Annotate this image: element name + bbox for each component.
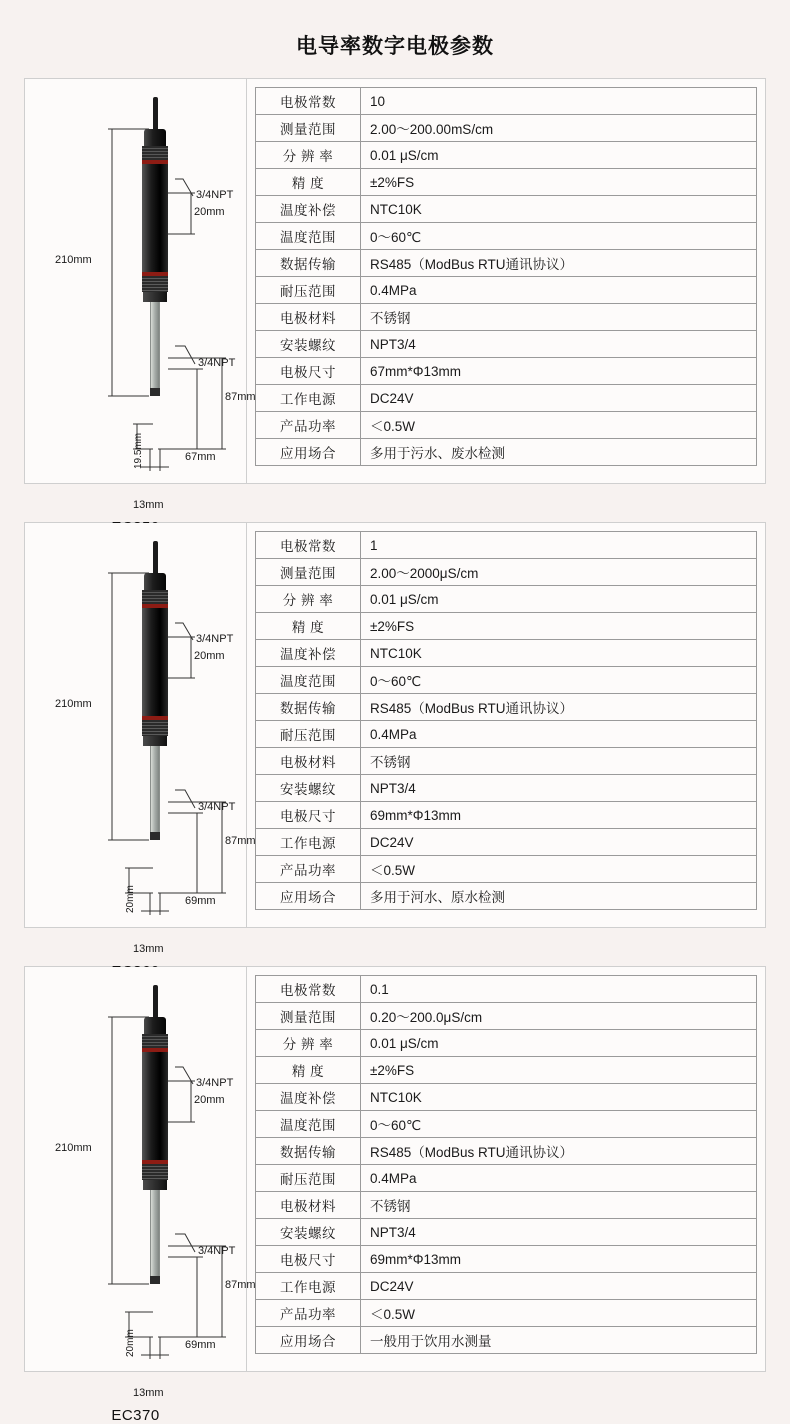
- table-row: [256, 640, 757, 667]
- top-thread: [142, 146, 168, 160]
- spec-value: ＜0.5W: [361, 856, 757, 883]
- top-thread: [142, 1034, 168, 1048]
- dim-cap-length: 20mm: [194, 650, 225, 662]
- spec-key: 电极尺寸: [256, 358, 361, 385]
- spec-value: 2.00～200.00mS/cm: [361, 115, 757, 142]
- dim-diameter: 13mm: [133, 1387, 164, 1399]
- spec-key: 产品功率: [256, 1300, 361, 1327]
- spec-value: NTC10K: [361, 640, 757, 667]
- mid-thread: [142, 276, 168, 292]
- table-row: [256, 277, 757, 304]
- spec-key: 工作电源: [256, 829, 361, 856]
- spec-value: ±2%FS: [361, 613, 757, 640]
- spec-table: [255, 975, 757, 1354]
- table-row: [256, 694, 757, 721]
- spec-key: 耐压范围: [256, 277, 361, 304]
- probe-figure: [25, 523, 256, 955]
- sensor-tip: [150, 832, 160, 840]
- spec-value: 0.01 μS/cm: [361, 142, 757, 169]
- table-row: [256, 88, 757, 115]
- spec-key: 温度补偿: [256, 1084, 361, 1111]
- spec-key: 电极材料: [256, 748, 361, 775]
- cap: [144, 1017, 166, 1035]
- spec-key: 温度范围: [256, 223, 361, 250]
- spec-key: 耐压范围: [256, 721, 361, 748]
- spec-value: 多用于河水、原水检测: [361, 883, 757, 910]
- table-row: [256, 196, 757, 223]
- spec-key: 数据传输: [256, 250, 361, 277]
- spec-value: 0.1: [361, 976, 757, 1003]
- sensor-shaft: [150, 1190, 160, 1278]
- table-row: [256, 412, 757, 439]
- spec-key: 电极常数: [256, 976, 361, 1003]
- table-row: [256, 1300, 757, 1327]
- top-thread: [142, 590, 168, 604]
- spec-value: 不锈钢: [361, 1192, 757, 1219]
- probe-figure: [25, 967, 256, 1424]
- dim-tip-length: 19.5mm: [133, 432, 144, 469]
- dim-top-thread: 3/4NPT: [196, 633, 234, 645]
- spec-value: 0.4MPa: [361, 1165, 757, 1192]
- dim-shaft-inner: 67mm: [185, 451, 216, 463]
- spec-value: 69mm*Φ13mm: [361, 802, 757, 829]
- spec-value: 67mm*Φ13mm: [361, 358, 757, 385]
- spec-key: 测量范围: [256, 559, 361, 586]
- spec-value: 0～60℃: [361, 667, 757, 694]
- shoulder: [143, 292, 167, 302]
- sensor-shaft: [150, 302, 160, 390]
- dim-mid-thread: 3/4NPT: [198, 1245, 236, 1257]
- table-row: [256, 1192, 757, 1219]
- sensor-shaft: [150, 746, 160, 834]
- spec-key: 应用场合: [256, 883, 361, 910]
- spec-value: 0.01 μS/cm: [361, 1030, 757, 1057]
- table-row: [256, 1003, 757, 1030]
- spec-key: 电极材料: [256, 304, 361, 331]
- spec-value: 不锈钢: [361, 748, 757, 775]
- product-block: [24, 78, 766, 511]
- spec-key: 精 度: [256, 169, 361, 196]
- table-row: [256, 385, 757, 412]
- table-row: [256, 613, 757, 640]
- probe-figure: [25, 79, 256, 511]
- spec-key: 数据传输: [256, 1138, 361, 1165]
- table-row: [256, 1057, 757, 1084]
- table-row: [256, 1327, 757, 1354]
- spec-value: 0～60℃: [361, 223, 757, 250]
- dimension-lines: [25, 79, 247, 483]
- table-row: [256, 1165, 757, 1192]
- spec-key: 电极尺寸: [256, 1246, 361, 1273]
- table-row: [256, 1030, 757, 1057]
- dim-tip-length: 20mm: [125, 885, 136, 913]
- spec-key: 温度补偿: [256, 196, 361, 223]
- table-row: [256, 532, 757, 559]
- table-row: [256, 142, 757, 169]
- spec-key: 安装螺纹: [256, 1219, 361, 1246]
- dim-top-thread: 3/4NPT: [196, 189, 234, 201]
- spec-table: [255, 87, 757, 466]
- spec-value: NPT3/4: [361, 775, 757, 802]
- spec-value: ＜0.5W: [361, 1300, 757, 1327]
- spec-key: 电极材料: [256, 1192, 361, 1219]
- table-row: [256, 304, 757, 331]
- table-row: [256, 1084, 757, 1111]
- table-row: [256, 775, 757, 802]
- table-row: [256, 883, 757, 910]
- spec-value: 多用于污水、废水检测: [361, 439, 757, 466]
- spec-value: 一般用于饮用水测量: [361, 1327, 757, 1354]
- shoulder: [143, 736, 167, 746]
- dim-shaft-inner: 69mm: [185, 1339, 216, 1351]
- spec-value: DC24V: [361, 1273, 757, 1300]
- table-row: [256, 223, 757, 250]
- page-title: 电导率数字电极参数: [296, 35, 494, 58]
- spec-key: 工作电源: [256, 1273, 361, 1300]
- table-row: [256, 169, 757, 196]
- spec-key: 数据传输: [256, 694, 361, 721]
- cable: [153, 97, 158, 131]
- dim-cap-length: 20mm: [194, 1094, 225, 1106]
- spec-key: 精 度: [256, 1057, 361, 1084]
- product-block: [24, 966, 766, 1424]
- spec-key: 安装螺纹: [256, 775, 361, 802]
- sensor-tip: [150, 388, 160, 396]
- spec-pane: [247, 523, 765, 927]
- spec-value: ＜0.5W: [361, 412, 757, 439]
- spec-value: ±2%FS: [361, 169, 757, 196]
- spec-value: 2.00～2000μS/cm: [361, 559, 757, 586]
- spec-key: 分 辨 率: [256, 142, 361, 169]
- spec-value: RS485（ModBus RTU通讯协议）: [361, 250, 757, 277]
- dim-shaft-total: 87mm: [225, 391, 256, 403]
- table-row: [256, 1111, 757, 1138]
- dim-shaft-total: 87mm: [225, 1279, 256, 1291]
- spec-key: 产品功率: [256, 412, 361, 439]
- table-row: [256, 1246, 757, 1273]
- dim-mid-thread: 3/4NPT: [198, 801, 236, 813]
- spec-key: 工作电源: [256, 385, 361, 412]
- dim-cap-length: 20mm: [194, 206, 225, 218]
- table-row: [256, 331, 757, 358]
- spec-value: RS485（ModBus RTU通讯协议）: [361, 1138, 757, 1165]
- table-row: [256, 829, 757, 856]
- table-row: [256, 748, 757, 775]
- spec-key: 产品功率: [256, 856, 361, 883]
- product-block: [24, 522, 766, 955]
- spec-value: ±2%FS: [361, 1057, 757, 1084]
- dim-shaft-total: 87mm: [225, 835, 256, 847]
- spec-key: 耐压范围: [256, 1165, 361, 1192]
- spec-value: NTC10K: [361, 1084, 757, 1111]
- table-row: [256, 976, 757, 1003]
- spec-value: 0～60℃: [361, 1111, 757, 1138]
- table-row: [256, 358, 757, 385]
- table-row: [256, 586, 757, 613]
- table-row: [256, 250, 757, 277]
- spec-key: 测量范围: [256, 115, 361, 142]
- spec-value: 0.4MPa: [361, 721, 757, 748]
- dim-tip-length: 20mm: [125, 1329, 136, 1357]
- table-row: [256, 1138, 757, 1165]
- table-row: [256, 721, 757, 748]
- spec-value: DC24V: [361, 829, 757, 856]
- cable: [153, 541, 158, 575]
- spec-value: 1: [361, 532, 757, 559]
- dim-top-thread: 3/4NPT: [196, 1077, 234, 1089]
- table-row: [256, 439, 757, 466]
- table-row: [256, 667, 757, 694]
- dimension-lines: [25, 523, 247, 927]
- spec-key: 电极常数: [256, 88, 361, 115]
- spec-value: 0.01 μS/cm: [361, 586, 757, 613]
- sensor-tip: [150, 1276, 160, 1284]
- spec-value: 10: [361, 88, 757, 115]
- shoulder: [143, 1180, 167, 1190]
- spec-value: RS485（ModBus RTU通讯协议）: [361, 694, 757, 721]
- spec-key: 应用场合: [256, 439, 361, 466]
- spec-value: NTC10K: [361, 196, 757, 223]
- spec-pane: [247, 79, 765, 483]
- spec-key: 电极常数: [256, 532, 361, 559]
- spec-key: 测量范围: [256, 1003, 361, 1030]
- dim-diameter: 13mm: [133, 943, 164, 955]
- spec-key: 应用场合: [256, 1327, 361, 1354]
- cap: [144, 129, 166, 147]
- table-row: [256, 115, 757, 142]
- spec-value: NPT3/4: [361, 1219, 757, 1246]
- dimension-lines: [25, 967, 247, 1371]
- probe-body: [142, 608, 168, 716]
- mid-thread: [142, 1164, 168, 1180]
- spec-key: 安装螺纹: [256, 331, 361, 358]
- spec-key: 分 辨 率: [256, 586, 361, 613]
- table-row: [256, 802, 757, 829]
- dim-total-length: 210mm: [55, 1142, 92, 1154]
- mid-thread: [142, 720, 168, 736]
- spec-key: 温度范围: [256, 667, 361, 694]
- spec-value: NPT3/4: [361, 331, 757, 358]
- cable: [153, 985, 158, 1019]
- cap: [144, 573, 166, 591]
- spec-key: 分 辨 率: [256, 1030, 361, 1057]
- table-row: [256, 1219, 757, 1246]
- dim-shaft-inner: 69mm: [185, 895, 216, 907]
- spec-pane: [247, 967, 765, 1371]
- spec-value: 0.4MPa: [361, 277, 757, 304]
- spec-value: 69mm*Φ13mm: [361, 1246, 757, 1273]
- table-row: [256, 1273, 757, 1300]
- probe-body: [142, 164, 168, 272]
- dim-total-length: 210mm: [55, 698, 92, 710]
- table-row: [256, 559, 757, 586]
- spec-key: 温度补偿: [256, 640, 361, 667]
- model-label: EC370: [111, 1407, 160, 1424]
- dim-diameter: 13mm: [133, 499, 164, 511]
- spec-value: 0.20～200.0μS/cm: [361, 1003, 757, 1030]
- spec-key: 电极尺寸: [256, 802, 361, 829]
- spec-key: 温度范围: [256, 1111, 361, 1138]
- dim-mid-thread: 3/4NPT: [198, 357, 236, 369]
- spec-table: [255, 531, 757, 910]
- probe-body: [142, 1052, 168, 1160]
- spec-value: 不锈钢: [361, 304, 757, 331]
- spec-value: DC24V: [361, 385, 757, 412]
- spec-key: 精 度: [256, 613, 361, 640]
- table-row: [256, 856, 757, 883]
- dim-total-length: 210mm: [55, 254, 92, 266]
